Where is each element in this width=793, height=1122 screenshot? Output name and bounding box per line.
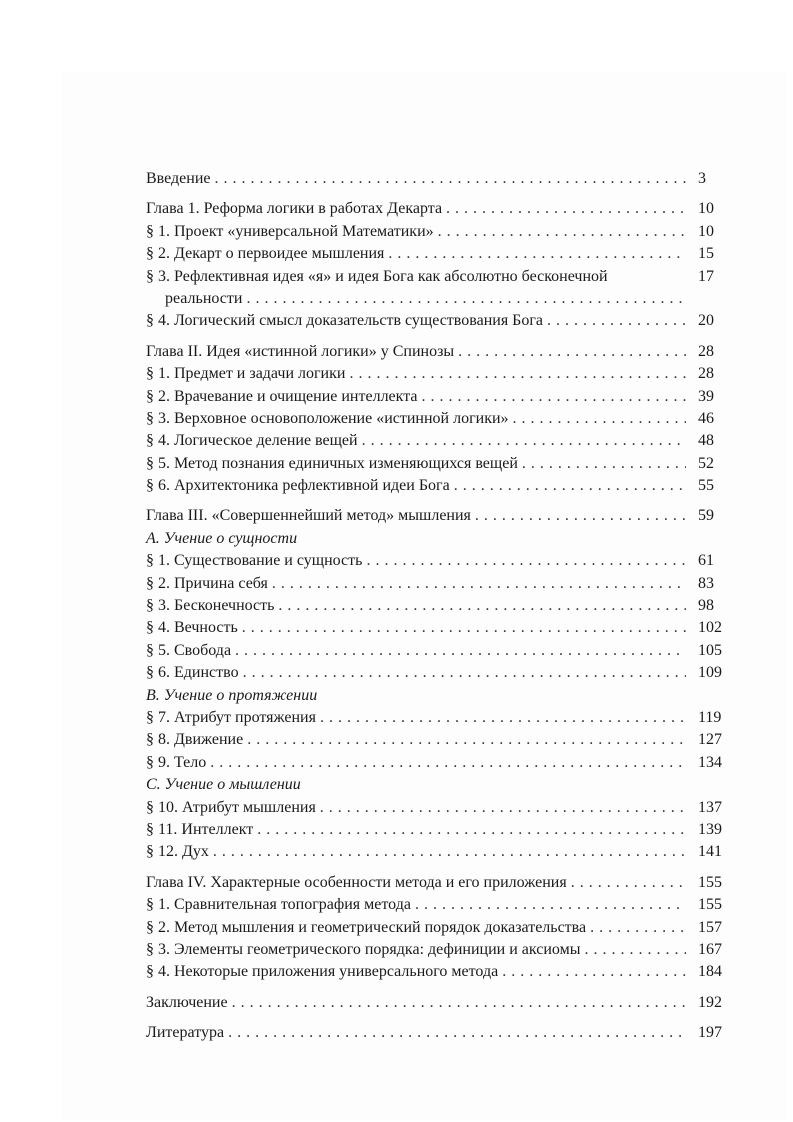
toc-entry-section[interactable]	[146, 408, 732, 430]
page-number: 155	[698, 896, 722, 914]
page-number: 59	[698, 507, 714, 525]
toc-entry-introduction[interactable]	[146, 168, 732, 190]
entry-title: § 4. Логический смысл доказательств существования Бога	[146, 312, 544, 330]
page-number: 109	[698, 664, 722, 682]
page-number: 55	[698, 477, 714, 495]
entry-title: Глава IV. Характерные особенности метода и его приложения	[146, 873, 567, 891]
leader-dots	[388, 243, 686, 265]
entry-title: Заключение	[146, 993, 228, 1011]
entry-title: § 1. Сравнительная топография метода	[146, 896, 411, 914]
leader-dots	[454, 475, 686, 497]
entry-title: § 8. Движение	[146, 731, 244, 749]
toc-entry-bibliography[interactable]	[146, 1022, 732, 1044]
entry-title: § 7. Атрибут протяжения	[146, 708, 316, 726]
toc-part-heading: С. Учение о мышлении	[146, 776, 301, 794]
leader-dots	[246, 288, 686, 310]
entry-title: § 6. Единство	[146, 664, 239, 682]
toc-entry-chapter-1[interactable]	[146, 198, 732, 220]
entry-title: § 3. Рефлективная идея «я» и идея Бога как абсолютно бесконечной	[146, 267, 608, 285]
page-number: 157	[698, 918, 722, 936]
page-number: 197	[698, 1024, 722, 1042]
leader-dots	[584, 939, 686, 961]
entry-title: § 5. Метод познания единичных изменяющихся вещей	[146, 454, 518, 472]
page-number: 61	[698, 552, 714, 570]
page-number: 28	[698, 342, 714, 360]
page-number: 3	[698, 170, 706, 187]
toc-part-heading: В. Учение о протяжении	[146, 686, 318, 704]
page-number: 15	[698, 245, 714, 263]
toc-entry-section[interactable]	[146, 729, 732, 751]
page-number: 52	[698, 454, 714, 472]
leader-dots	[590, 917, 686, 939]
page-number: 28	[698, 365, 714, 383]
toc-entry-section[interactable]	[146, 894, 732, 916]
leader-dots	[438, 221, 686, 243]
leader-dots	[475, 505, 686, 527]
toc-entry-conclusion[interactable]	[146, 992, 732, 1014]
leader-dots	[247, 729, 686, 751]
toc-entry-chapter-3[interactable]	[146, 505, 732, 527]
entry-title: § 4. Логическое деление вещей	[146, 432, 358, 450]
page-number: 48	[698, 432, 714, 450]
toc-entry-section[interactable]	[146, 310, 732, 332]
entry-title: Введение	[146, 170, 211, 187]
leader-dots	[362, 430, 686, 452]
toc-entry-section[interactable]	[146, 797, 732, 819]
toc-entry-section[interactable]	[146, 595, 732, 617]
page-number: 17	[698, 267, 714, 285]
leader-dots	[235, 640, 686, 662]
leader-dots	[458, 341, 686, 363]
entry-title: Литература	[146, 1024, 225, 1042]
leader-dots	[422, 386, 687, 408]
page-number: 102	[698, 619, 722, 637]
page-number: 119	[698, 708, 722, 726]
entry-title-continuation: реальности	[165, 289, 243, 307]
toc-entry-section[interactable]	[146, 453, 732, 475]
leader-dots	[513, 408, 686, 430]
entry-title: § 10. Атрибут мышления	[146, 798, 316, 816]
leader-dots	[215, 168, 687, 190]
page-number: 167	[698, 940, 722, 958]
entry-title: § 11. Интеллект	[146, 820, 254, 838]
toc-entry-section[interactable]	[146, 640, 732, 662]
toc-part-heading: А. Учение о сущности	[146, 529, 298, 547]
page-number: 39	[698, 387, 714, 405]
page-number: 83	[698, 574, 714, 592]
entry-title: § 2. Врачевание и очищение интеллекта	[146, 387, 418, 405]
leader-dots	[320, 797, 686, 819]
page-number: 10	[698, 200, 714, 218]
leader-dots	[272, 573, 686, 595]
toc-entry-section[interactable]	[146, 617, 732, 639]
entry-title: § 3. Верховное основоположение «истинной логики»	[146, 409, 509, 427]
leader-dots	[522, 453, 686, 475]
leader-dots	[320, 707, 686, 729]
entry-title: § 1. Существование и сущность	[146, 552, 363, 570]
entry-title: § 3. Элементы геометрического порядка: дефиниции и аксиомы	[146, 940, 581, 958]
leader-dots	[210, 752, 686, 774]
entry-title: § 2. Причина себя	[146, 574, 268, 592]
page-number: 10	[698, 222, 714, 240]
leader-dots	[243, 662, 686, 684]
toc-entry-section[interactable]	[146, 573, 732, 595]
entry-title: Глава III. «Совершеннейший метод» мышления	[146, 507, 471, 525]
toc-entry-section[interactable]	[146, 939, 732, 961]
page-number: 105	[698, 641, 722, 659]
page-number: 141	[698, 843, 722, 861]
page-number: 137	[698, 798, 722, 816]
entry-title: § 4. Вечность	[146, 619, 238, 637]
entry-title: § 9. Тело	[146, 753, 207, 771]
table-of-contents	[146, 168, 732, 1044]
leader-dots	[242, 617, 686, 639]
leader-dots	[547, 310, 686, 332]
leader-dots	[228, 1022, 686, 1044]
entry-title: Глава II. Идея «истинной логики» у Спинозы	[146, 342, 455, 360]
page-number: 127	[698, 731, 722, 749]
toc-entry-section[interactable]	[146, 707, 732, 729]
toc-entry-section[interactable]	[146, 363, 732, 385]
entry-title: § 12. Дух	[146, 843, 209, 861]
page-number: 134	[698, 753, 722, 771]
toc-entry-section[interactable]	[146, 961, 732, 983]
leader-dots	[278, 595, 686, 617]
toc-entry-chapter-2[interactable]	[146, 341, 732, 363]
leader-dots	[366, 550, 686, 572]
toc-entry-section[interactable]	[146, 430, 732, 452]
entry-title: § 5. Свобода	[146, 641, 232, 659]
toc-entry-section[interactable]	[146, 243, 732, 265]
leader-dots	[571, 872, 686, 894]
entry-title: § 4. Некоторые приложения универсального метода	[146, 963, 499, 981]
page-number: 184	[698, 963, 722, 981]
toc-entry-section[interactable]	[146, 266, 732, 288]
leader-dots	[415, 894, 686, 916]
page-number: 20	[698, 312, 714, 330]
toc-entry-section[interactable]	[146, 841, 732, 863]
page-number: 139	[698, 820, 722, 838]
page-number: 98	[698, 597, 714, 615]
toc-entry-section[interactable]	[146, 475, 732, 497]
page-number: 192	[698, 993, 722, 1011]
entry-title: § 3. Бесконечность	[146, 597, 275, 615]
leader-dots	[446, 198, 686, 220]
entry-title: § 2. Метод мышления и геометрический порядок доказательства	[146, 918, 587, 936]
toc-entry-section[interactable]	[146, 386, 732, 408]
toc-entry-section[interactable]	[146, 917, 732, 939]
leader-dots	[213, 841, 686, 863]
entry-title: § 2. Декарт о первоидее мышления	[146, 245, 385, 263]
leader-dots	[232, 992, 686, 1014]
toc-entry-section-continuation[interactable]	[146, 288, 732, 310]
entry-title: § 1. Проект «универсальной Математики»	[146, 222, 434, 240]
entry-title: § 6. Архитектоника рефлективной идеи Бога	[146, 477, 450, 495]
page-number: 155	[698, 873, 722, 891]
entry-title: Глава 1. Реформа логики в работах Декарта	[146, 200, 443, 218]
leader-dots	[349, 363, 686, 385]
page-number: 46	[698, 409, 714, 427]
leader-dots	[502, 961, 686, 983]
toc-entry-section[interactable]	[146, 550, 732, 572]
leader-dots	[257, 819, 686, 841]
toc-entry-chapter-4[interactable]	[146, 872, 732, 894]
toc-entry-section[interactable]	[146, 752, 732, 774]
entry-title: § 1. Предмет и задачи логики	[146, 365, 346, 383]
toc-entry-section[interactable]	[146, 221, 732, 243]
toc-entry-section[interactable]	[146, 662, 732, 684]
toc-entry-section[interactable]	[146, 819, 732, 841]
